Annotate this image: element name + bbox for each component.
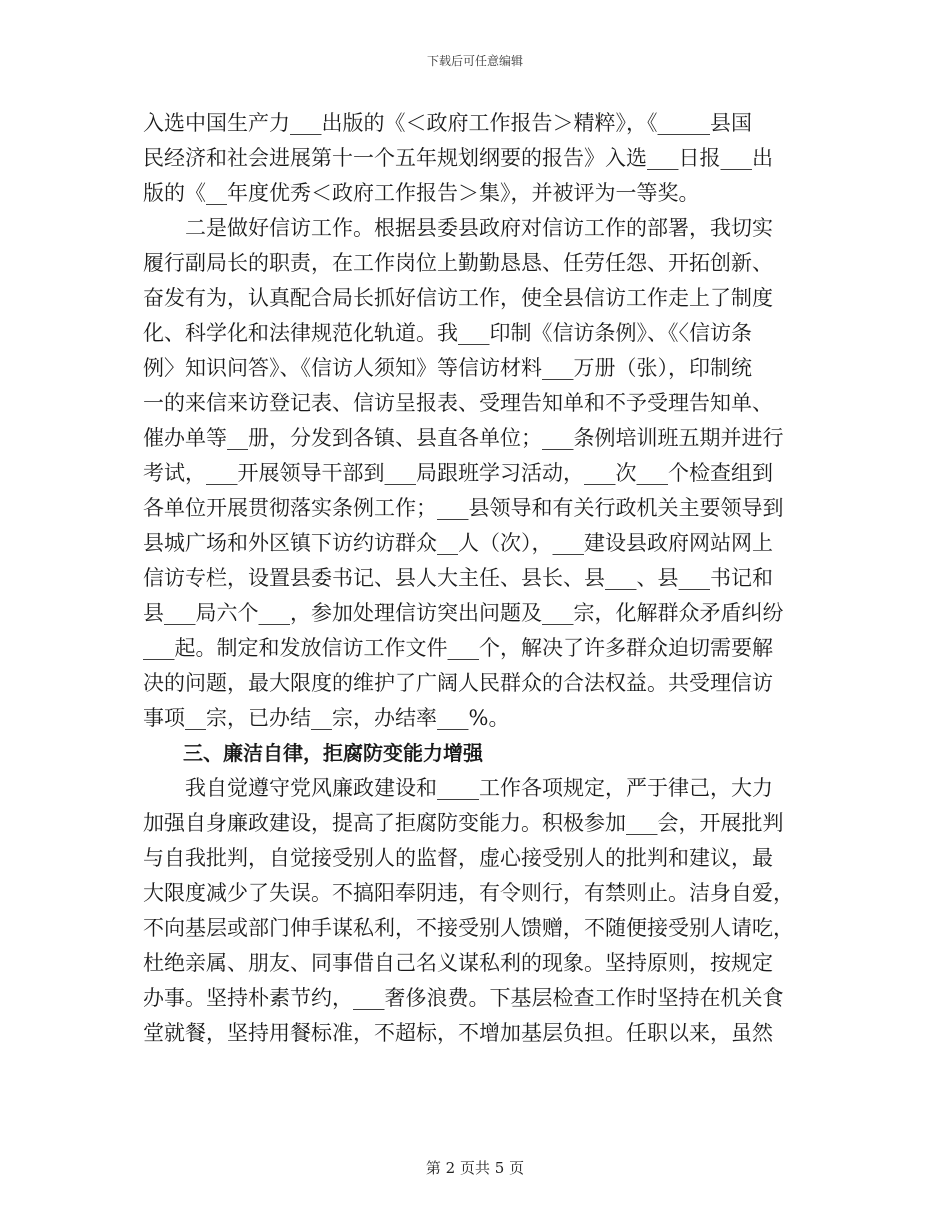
body-line: 不向基层或部门伸手谋私利，不接受别人馈赠，不随便接受别人请吃， [143,916,794,940]
body-line: 考试，___开展领导干部到___局跟班学习活动，___次___个检查组到 [143,461,773,485]
body-line: 入选中国生产力___出版的《＜政府工作报告＞精粹》，《_____县国 [143,111,752,135]
body-line: 履行副局长的职责，在工作岗位上勤勤恳恳、任劳任怨、开拓创新、 [143,251,773,275]
body-line: 大限度减少了失误。不搞阳奉阴违，有令则行，有禁则止。洁身自爱， [143,881,794,905]
body-line: 二是做好信访工作。根据县委县政府对信访工作的部署，我切实 [143,216,773,240]
body-line: 事项__宗，已办结__宗，办结率___%。 [143,706,510,730]
page-footer: 第 2 页共 5 页 [425,1159,525,1177]
body-line: 一的来信来访登记表、信访呈报表、受理告知单和不予受理告知单、 [143,391,773,415]
body-line: 杜绝亲属、朋友、同事借自己名义谋私利的现象。坚持原则，按规定 [143,951,773,975]
body-line: 与自我批判，自觉接受别人的监督，虚心接受别人的批判和建议，最 [143,846,773,870]
body-line: 各单位开展贯彻落实条例工作；___县领导和有关行政机关主要领导到 [143,496,784,520]
body-line: 堂就餐，坚持用餐标准，不超标，不增加基层负担。任职以来，虽然 [143,1021,773,1045]
body-line: 奋发有为，认真配合局长抓好信访工作，使全县信访工作走上了制度 [143,286,773,310]
body-line: 县城广场和外区镇下访约访群众__人（次），___建设县政府网站网上 [143,531,773,555]
body-line: 我自觉遵守党风廉政建设和____工作各项规定，严于律己，大力 [143,776,773,800]
body-line: 化、科学化和法律规范化轨道。我___印制《信访条例》、《〈信访条 [143,321,752,345]
body-line: 版的《__年度优秀＜政府工作报告＞集》，并被评为一等奖。 [143,181,700,205]
body-line: 信访专栏，设置县委书记、县人大主任、县长、县___、县___书记和 [143,566,773,590]
body-line: 民经济和社会进展第十一个五年规划纲要的报告》入选___日报___出 [143,146,773,170]
body-line: ___起。制定和发放信访工作文件___个，解决了许多群众迫切需要解 [143,636,773,660]
body-line: 催办单等__册，分发到各镇、县直各单位；___条例培训班五期并进行 [143,426,784,450]
body-line: 决的问题，最大限度的维护了广阔人民群众的合法权益。共受理信访 [143,671,773,695]
section-heading: 三、廉洁自律，拒腐防变能力增强 [143,741,483,765]
document-body [143,106,813,1051]
page-header: 下载后可任意编辑 [426,54,523,68]
body-line: 办事。坚持朴素节约，___奢侈浪费。下基层检查工作时坚持在机关食 [143,986,784,1010]
body-line: 例〉知识问答》、《信访人须知》等信访材料___万册（张），印制统 [143,356,752,380]
body-line: 加强自身廉政建设，提高了拒腐防变能力。积极参加___会，开展批判 [143,811,784,835]
body-line: 县___局六个___，参加处理信访突出问题及___宗，化解群众矛盾纠纷 [143,601,784,625]
